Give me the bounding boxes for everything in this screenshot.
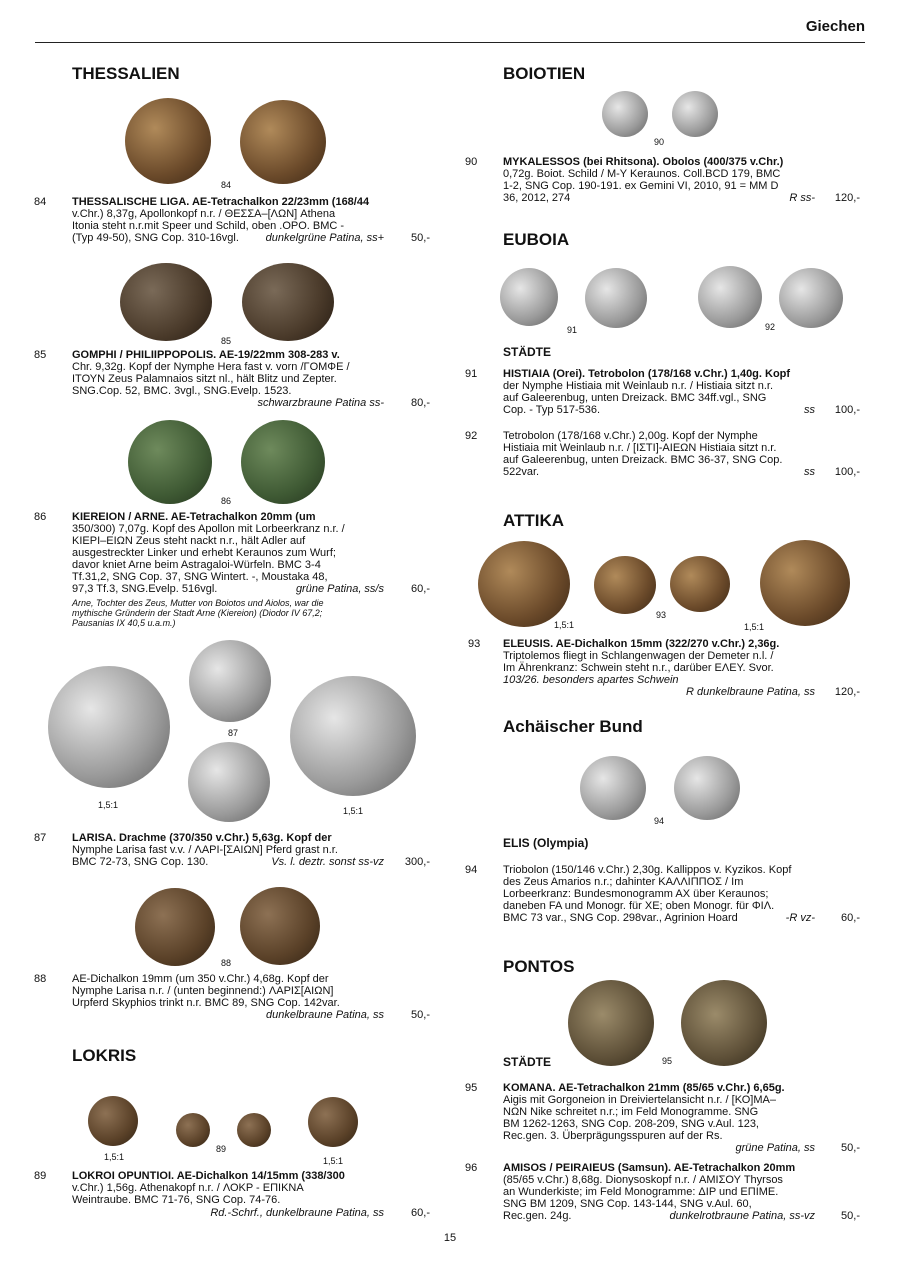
lot-grade-86: grüne Patina, ss/s bbox=[295, 583, 384, 595]
coin-89-obverse-enlarged bbox=[88, 1096, 138, 1146]
coin-84-obverse bbox=[125, 98, 211, 184]
lot-92-line-3: auf Galeerenbug, unten Dreizack. BMC 36-37, SNG Cop. bbox=[503, 454, 783, 466]
lot-85-line-3: ΙΤΟΥΝ Zeus Palamnaios sitzt nl., hält Blitz und Zepter. bbox=[72, 373, 337, 385]
section-title-pontos: PONTOS bbox=[503, 957, 575, 976]
lot-86-line-2: 350/300) 7,07g. Kopf des Apollon mit Lorbeerkranz n.r. / bbox=[72, 523, 345, 535]
lot-93-line-4: 103/26. besonders apartes Schwein bbox=[503, 674, 679, 686]
coin-caption-88: 88 bbox=[221, 958, 232, 968]
coin-scale-89-right: 1,5:1 bbox=[323, 1156, 344, 1166]
lot-price-92: 100,- bbox=[834, 466, 860, 478]
coin-94-obverse bbox=[580, 756, 646, 820]
lot-87-line-1: LARISA. Drachme (370/350 v.Chr.) 5,63g. Kopf der bbox=[72, 832, 332, 844]
coin-85-reverse bbox=[242, 263, 334, 341]
coin-84-reverse bbox=[240, 100, 326, 184]
page-header bbox=[35, 14, 865, 43]
lot-description-89 bbox=[72, 1170, 384, 1206]
lot-grade-96: dunkelrotbraune Patina, ss-vz bbox=[669, 1210, 815, 1222]
coin-caption-93: 93 bbox=[656, 610, 667, 620]
section-title-boiotien: BOIOTIEN bbox=[503, 64, 586, 83]
coin-scale-87-left: 1,5:1 bbox=[98, 800, 119, 810]
coin-93-obverse-enlarged bbox=[478, 541, 570, 627]
lot-grade-87: Vs. l. deztr. sonst ss-vz bbox=[271, 856, 384, 868]
coin-caption-85: 85 bbox=[221, 336, 232, 346]
lot-91-line-1: HISTIAIA (Orei). Tetrobolon (178/168 v.Chr.) 1,40g. Kopf bbox=[503, 368, 791, 380]
lot-number-86: 86 bbox=[34, 511, 47, 523]
coin-scale-87-right: 1,5:1 bbox=[343, 806, 364, 816]
coin-93-reverse bbox=[670, 556, 730, 612]
lot-number-85: 85 bbox=[34, 349, 47, 361]
lot-94-line-5: BMC 73 var., SNG Cop. 298var., Agrinion Hoard bbox=[503, 912, 738, 924]
page-header-title: Giechen bbox=[805, 18, 865, 35]
lot-88-line-3: Urpferd Skyphios trinkt n.r. BMC 89, SNG Cop. 142var. bbox=[72, 997, 340, 1009]
lot-86-line-6: Tf.31,2, SNG Cop. 37, SNG Wintert. -, Moustaka 48, bbox=[72, 571, 328, 583]
lot-93-line-2: Triptolemos fliegt in Schlangenwagen der Demeter n.l. / bbox=[503, 650, 774, 662]
lot-85-line-1: GOMPHI / PHILIIPPOPOLIS. AE-19/22mm 308-283 v. bbox=[72, 349, 340, 361]
lot-88-line-1: AE-Dichalkon 19mm (um 350 v.Chr.) 4,68g. Kopf der bbox=[72, 973, 329, 985]
coin-88-obverse bbox=[135, 888, 215, 966]
lot-price-87: 300,- bbox=[404, 856, 430, 868]
lot-91-line-3: auf Galeerenbug, unten Dreizack. BMC 34ff.vgl., SNG bbox=[503, 392, 767, 404]
section-title-lokris: LOKRIS bbox=[72, 1046, 137, 1065]
lot-number-96: 96 bbox=[465, 1162, 478, 1174]
section-title-achaeischer-bund: Achäischer Bund bbox=[503, 717, 643, 736]
lot-92-line-4: 522var. bbox=[503, 466, 540, 478]
lot-number-90: 90 bbox=[465, 156, 478, 168]
coin-caption-94: 94 bbox=[654, 816, 665, 826]
lot-94-line-4: daneben FA und Monogr. für XE; oben Monogr. für ΦΙΛ. bbox=[503, 900, 775, 912]
lot-number-89: 89 bbox=[34, 1170, 47, 1182]
lot-94-line-2: des Zeus Amarios n.r.; dahinter ΚΑΛΛΙΠΠΟΣ / Im bbox=[503, 876, 744, 888]
lot-number-91: 91 bbox=[465, 368, 478, 380]
lot-description-93 bbox=[503, 638, 815, 686]
lot-price-84: 50,- bbox=[411, 232, 430, 244]
coin-caption-86: 86 bbox=[221, 496, 232, 506]
coin-caption-92: 92 bbox=[765, 322, 776, 332]
lot-95-line-1: KOMANA. AE-Tetrachalkon 21mm (85/65 v.Chr.) 6,65g. bbox=[503, 1082, 785, 1094]
lot-description-95 bbox=[503, 1082, 815, 1142]
lot-grade-85: schwarzbraune Patina ss- bbox=[257, 397, 384, 409]
lot-price-94: 60,- bbox=[841, 912, 860, 924]
coin-89-obverse bbox=[176, 1113, 210, 1147]
coin-86-reverse bbox=[241, 420, 325, 504]
coin-93-obverse bbox=[594, 556, 656, 614]
coin-91-obverse bbox=[500, 268, 558, 326]
section-title-attika: ATTIKA bbox=[503, 511, 565, 530]
coin-95-reverse bbox=[681, 980, 767, 1066]
lot-number-93: 93 bbox=[468, 638, 481, 650]
lot-87-line-3: BMC 72-73, SNG Cop. 130. bbox=[72, 856, 209, 868]
lot-86-line-3: ΚΙΕΡΙ–ΕΙΩΝ Zeus steht nackt n.r., hält Adler auf bbox=[72, 535, 306, 547]
lot-87-line-2: Nymphe Larisa fast v.v. / ΛΑΡΙ-[ΣΑΙΩΝ] Pferd grast n.r. bbox=[72, 844, 338, 856]
lot-description-85 bbox=[72, 349, 384, 397]
lot-note-86 bbox=[72, 598, 390, 628]
lot-price-88: 50,- bbox=[411, 1009, 430, 1021]
lot-number-88: 88 bbox=[34, 973, 47, 985]
coin-86-obverse bbox=[128, 420, 212, 504]
coin-caption-84: 84 bbox=[221, 180, 232, 190]
coin-94-reverse bbox=[674, 756, 740, 820]
coin-scale-93-right: 1,5:1 bbox=[744, 622, 765, 632]
lot-86-note-1: Arne, Tochter des Zeus, Mutter von Boiotos und Aiolos, war die bbox=[72, 598, 324, 608]
lot-number-87: 87 bbox=[34, 832, 47, 844]
lot-description-88 bbox=[72, 973, 384, 1009]
coin-92-reverse bbox=[779, 268, 843, 328]
coin-85-obverse bbox=[120, 263, 212, 341]
lot-95-line-5: Rec.gen. 3. Überprägungsspuren auf der Rs. bbox=[503, 1130, 723, 1142]
lot-91-line-4: Cop. - Typ 517-536. bbox=[503, 404, 601, 416]
lot-86-line-4: ausgestreckter Linker und erhebt Keraunos zum Wurf; bbox=[72, 547, 336, 559]
lot-grade-93: R dunkelbraune Patina, ss bbox=[685, 686, 815, 698]
lot-84-line-4: (Typ 49-50), SNG Cop. 310-16vgl. bbox=[72, 232, 239, 244]
lot-94-line-1: Triobolon (150/146 v.Chr.) 2,30g. Kallippos v. Kyzikos. Kopf bbox=[503, 864, 792, 876]
lot-89-line-3: Weintraube. BMC 71-76, SNG Cop. 74-76. bbox=[72, 1194, 281, 1206]
lot-84-line-2: v.Chr.) 8,37g, Apollonkopf n.r. / ΘΕΣΣΑ–[ΛΩΝ] Athena bbox=[72, 208, 336, 220]
lot-price-86: 60,- bbox=[411, 583, 430, 595]
coin-90-obverse bbox=[602, 91, 648, 137]
subsection-title-elis: ELIS (Olympia) bbox=[503, 836, 589, 850]
lot-89-line-1: LOKROI OPUNTIOI. AE-Dichalkon 14/15mm (338/300 bbox=[72, 1170, 345, 1182]
subsection-title-staedte-pontos: STÄDTE bbox=[503, 1055, 551, 1069]
lot-92-line-2: Histiaia mit Weinlaub n.r. / [ΙΣΤΙ]-ΑΙΕΩΝ Histiaia sitzt n.r. bbox=[503, 442, 777, 454]
lot-grade-92: ss bbox=[804, 466, 815, 478]
coin-caption-87: 87 bbox=[228, 728, 239, 738]
coin-caption-89: 89 bbox=[216, 1144, 227, 1154]
section-title-thessalien: THESSALIEN bbox=[72, 64, 180, 83]
lot-95-line-4: BM 1262-1263, SNG Cop. 208-209, SNG v.Aul. 123, bbox=[503, 1118, 759, 1130]
lot-88-line-2: Nymphe Larisa n.r. / (unten beginnend:) ΛΑΡΙΣ[ΑΙΩΝ] bbox=[72, 985, 334, 997]
lot-86-note-3: Pausanias IX 40,5 u.a.m.) bbox=[72, 618, 176, 628]
lot-96-line-3: an Wunderkiste; im Feld Monogramme: ΔΙΡ und ΕΠΙΜΕ. bbox=[503, 1186, 779, 1198]
coin-87-obverse bbox=[189, 640, 271, 722]
lot-94-line-3: Lorbeerkranz: Bundesmonogramm AX über Keraunos; bbox=[503, 888, 769, 900]
lot-84-line-1: THESSALISCHE LIGA. AE-Tetrachalkon 22/23mm (168/44 bbox=[72, 196, 370, 208]
lot-86-line-5: davor kniet Arne beim Astragaloi-Würfeln. BMC 3-4 bbox=[72, 559, 321, 571]
lot-price-85: 80,- bbox=[411, 397, 430, 409]
lot-number-84: 84 bbox=[34, 196, 47, 208]
lot-90-line-2: 0,72g. Boiot. Schild / M-Y Keraunos. Coll.BCD 179, BMC bbox=[503, 168, 781, 180]
coin-caption-91: 91 bbox=[567, 325, 578, 335]
coin-87-reverse-enlarged bbox=[290, 676, 416, 796]
lot-number-94: 94 bbox=[465, 864, 478, 876]
lot-grade-95: grüne Patina, ss bbox=[735, 1142, 815, 1154]
lot-92-line-1: Tetrobolon (178/168 v.Chr.) 2,00g. Kopf der Nymphe bbox=[503, 430, 758, 442]
coin-caption-90: 90 bbox=[654, 137, 665, 147]
lot-95-line-3: ΝΩΝ Nike schreitet n.r.; im Feld Monogramme. SNG bbox=[503, 1106, 759, 1118]
lot-grade-89: Rd.-Schrf., dunkelbraune Patina, ss bbox=[210, 1207, 384, 1219]
lot-95-line-2: Aigis mit Gorgoneion in Dreiviertelansicht n.r. / [ΚΟ]ΜΑ– bbox=[503, 1094, 776, 1106]
coin-93-reverse-enlarged bbox=[760, 540, 850, 626]
lot-grade-88: dunkelbraune Patina, ss bbox=[265, 1009, 384, 1021]
coin-caption-95: 95 bbox=[662, 1056, 673, 1066]
lot-86-line-7: 97,3 Tf.3, SNG.Evelp. 516vgl. bbox=[72, 583, 218, 595]
lot-grade-91: ss bbox=[804, 404, 815, 416]
lot-84-line-3: Itonia steht n.r.mit Speer und Schild, oben .OPO. BMC - bbox=[72, 220, 345, 232]
coin-87-reverse bbox=[188, 742, 270, 822]
lot-93-line-1: ELEUSIS. AE-Dichalkon 15mm (322/270 v.Chr.) 2,36g. bbox=[503, 638, 780, 650]
lot-price-89: 60,- bbox=[411, 1207, 430, 1219]
lot-96-line-2: (85/65 v.Chr.) 8,68g. Dionysoskopf n.r. / ΑΜΙΣΟΥ Thyrsos bbox=[503, 1174, 783, 1186]
lot-90-line-4: 36, 2012, 274 bbox=[503, 192, 571, 204]
coin-92-obverse bbox=[698, 266, 762, 328]
lot-85-line-2: Chr. 9,32g. Kopf der Nymphe Hera fast v. vorn /ΓΟΜΦΕ / bbox=[72, 361, 350, 373]
coin-95-obverse bbox=[568, 980, 654, 1066]
lot-grade-90: R ss- bbox=[789, 192, 815, 204]
lot-number-95: 95 bbox=[465, 1082, 478, 1094]
lot-price-90: 120,- bbox=[834, 192, 860, 204]
lot-90-line-3: 1-2, SNG Cop. 190-191. ex Gemini VI, 2010, 91 = MM D bbox=[503, 180, 779, 192]
lot-price-91: 100,- bbox=[834, 404, 860, 416]
section-title-euboia: EUBOIA bbox=[503, 230, 570, 249]
lot-price-93: 120,- bbox=[834, 686, 860, 698]
lot-96-line-1: AMISOS / PEIRAIEUS (Samsun). AE-Tetrachalkon 20mm bbox=[503, 1162, 796, 1174]
lot-85-line-4: SNG.Cop. 52, BMC. 3vgl., SNG.Evelp. 1523. bbox=[72, 385, 292, 397]
coin-89-reverse-enlarged bbox=[308, 1097, 358, 1147]
lot-91-line-2: der Nymphe Histiaia mit Weinlaub n.r. / Histiaia sitzt n.r. bbox=[503, 380, 774, 392]
coin-scale-93-left: 1,5:1 bbox=[554, 620, 575, 630]
coin-87-obverse-enlarged bbox=[48, 666, 170, 788]
lot-grade-94: -R vz- bbox=[785, 912, 815, 924]
coin-89-reverse bbox=[237, 1113, 271, 1147]
coin-90-reverse bbox=[672, 91, 718, 137]
lot-grade-84: dunkelgrüne Patina, ss+ bbox=[265, 232, 384, 244]
lot-price-95: 50,- bbox=[841, 1142, 860, 1154]
lot-90-line-1: MYKALESSOS (bei Rhitsona). Obolos (400/375 v.Chr.) bbox=[503, 156, 784, 168]
lot-89-line-2: v.Chr.) 1,56g. Athenakopf n.r. / ΛΟΚΡ - ΕΠΙΚΝΑ bbox=[72, 1182, 304, 1194]
lot-number-92: 92 bbox=[465, 430, 478, 442]
lot-96-line-5: Rec.gen. 24g. bbox=[503, 1210, 572, 1222]
lot-96-line-4: SNG BM 1209, SNG Cop. 143-144, SNG v.Aul. 60, bbox=[503, 1198, 752, 1210]
lot-93-line-3: Im Ährenkranz: Schwein steht n.r., darüber ΕΛΕΥ. Svor. bbox=[503, 662, 774, 674]
coin-scale-89-left: 1,5:1 bbox=[104, 1152, 125, 1162]
lot-price-96: 50,- bbox=[841, 1210, 860, 1222]
coin-91-reverse bbox=[585, 268, 647, 328]
subsection-title-staedte-euboia: STÄDTE bbox=[503, 345, 551, 359]
coin-88-reverse bbox=[240, 887, 320, 965]
lot-86-note-2: mythische Gründerin der Stadt Arne (Kiereion) (Diodor IV 67,2; bbox=[72, 608, 323, 618]
lot-86-line-1: KIEREION / ARNE. AE-Tetrachalkon 20mm (um bbox=[72, 511, 316, 523]
page-number: 15 bbox=[443, 1232, 457, 1244]
